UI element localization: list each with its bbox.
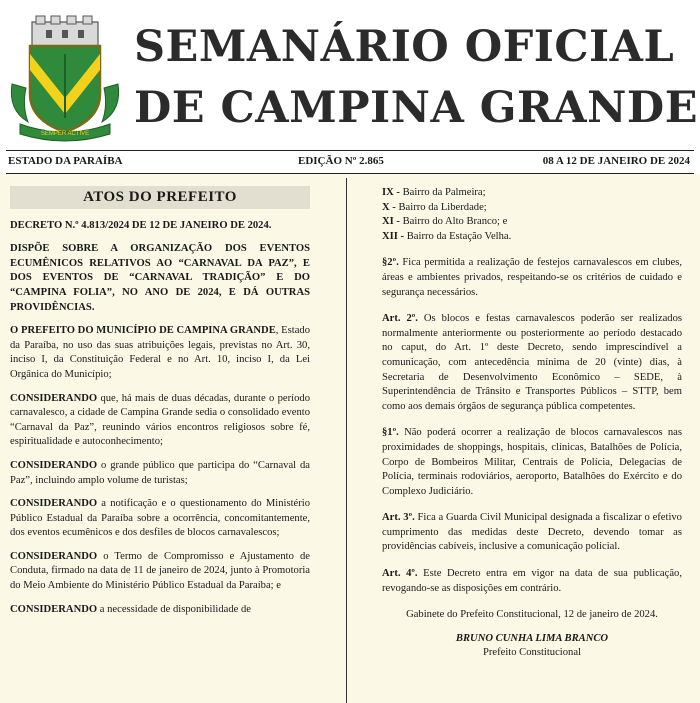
article-4: Art. 4º. Este Decreto entra em vigor na data de sua publicação, revogando-se as disposições em contrário.	[382, 568, 682, 594]
considerando-3: CONSIDERANDO a notificação e o questionamento do Ministério Público Estadual da Paraíba sobre a ocorrência, concomitantemente, dos eventos ecumênicos e dos desfiles de blocos carnavalescos;	[10, 498, 310, 539]
considerando-4: CONSIDERANDO o Termo de Compromisso e Ajustamento de Conduta, firmado na data de 11 de janeiro de 2024, junto à Promotoria do Meio Ambiente do Ministério Público Estadual da Paraíba; e	[10, 550, 310, 592]
section-title: ATOS DO PREFEITO	[10, 186, 310, 209]
paragraph-2: §2º. Fica permitida a realização de festejos carnavalescos em clubes, áreas e ambientes privados, respeitando-se os critérios de cuidado e segurança necessários.	[382, 257, 682, 298]
considerando-2: CONSIDERANDO o grande público que participa do “Carnaval da Paz”, incluindo amplo volume de turistas;	[10, 459, 310, 486]
considerando-5: CONSIDERANDO a necessidade de disponibilidade de	[10, 603, 251, 615]
paragraph-1: §1º. Não poderá ocorrer a realização de blocos carnavalescos nas proximidades de shoppings, hospitais, clínicas, Batalhões de Polícia, Corpo de Bombeiros Militar, Centrais de Polícia, Delegacias de Polícia, terminais rodoviários, aeroporto, Batalhões do Exército e do Complexo Judiciário.	[382, 427, 682, 497]
edition-number: EDIÇÃO Nº 2.865	[298, 155, 384, 167]
column-divider	[346, 178, 347, 703]
considerando-1: CONSIDERANDO que, há mais de duas décadas, durante o período carnavalesco, a cidade de Campina Grande sedia o consolidado evento “Carnaval da Paz”, reunindo vários encontros religiosos sobre fé, espiritualidade e autoconhecimento;	[10, 392, 310, 448]
state-label: ESTADO DA PARAÍBA	[8, 155, 123, 167]
signer-name: BRUNO CUNHA LIMA BRANCO	[455, 632, 609, 644]
list-item: IX - Bairro da Palmeira;	[382, 187, 486, 198]
edition-info-bar	[6, 150, 694, 174]
newspaper-title-line-2: DE CAMPINA GRANDE	[134, 83, 698, 133]
newspaper-title-line-1: SEMANÁRIO OFICIAL	[134, 22, 675, 72]
list-item: XII - Bairro da Estação Velha.	[382, 230, 512, 242]
edition-date: 08 A 12 DE JANEIRO DE 2024	[542, 155, 690, 167]
right-column	[382, 186, 682, 661]
article-2: Art. 2º. Os blocos e festas carnavalescos poderão ser realizados normalmente anteriormente ou posteriormente ao período destacado no caput, do Art. 1º deste Decreto, sendo imprescindível a comunicação, com antecedência mínima de 20 (vinte) dias, à Secretaria de Desenvolvimento Econômico – SEDE, à Superintendência de Trânsito e Transportes Públicos – STTP, bem como aos demais órgãos de segurança pública competentes.	[382, 313, 682, 412]
svg-text:SEMPER ACTIVE: SEMPER ACTIVE	[40, 131, 90, 137]
article-3: Art. 3º. Fica a Guarda Civil Municipal designada a fiscalizar o efetivo cumprimento das medidas deste Decreto, devendo tomar as providências cabíveis, inclusive a comunicação policial.	[382, 512, 682, 553]
list-item: XI - Bairro do Alto Branco; e	[382, 216, 508, 228]
preamble: O PREFEITO DO MUNICÍPIO DE CAMPINA GRANDE, Estado da Paraíba, no uso das suas atribuições legais, previstas no Art. 30, inciso I, da Constituição Federal e no Art. 10, inciso I, da Lei Orgânica do Município;	[10, 325, 310, 380]
city-coat-of-arms-icon	[6, 14, 124, 142]
decree-number: DECRETO N.º 4.813/2024 DE 12 DE JANEIRO DE 2024.	[10, 219, 272, 231]
closing-line: Gabinete do Prefeito Constitucional, 12 de janeiro de 2024.	[406, 609, 658, 621]
signer-role: Prefeito Constitucional	[483, 647, 581, 659]
decree-summary: DISPÕE SOBRE A ORGANIZAÇÃO DOS EVENTOS ECUMÊNICOS RELATIVOS AO “CARNAVAL DA PAZ”, E DOS EVENTOS DE “CARNAVAL TRADIÇÃO” E DO “CAMPINA FOLIA”, NO ANO DE 2024, E DÁ OUTRAS PROVIDÊNCIAS.	[10, 243, 310, 313]
list-item: X - Bairro da Liberdade;	[382, 201, 487, 213]
masthead	[0, 0, 700, 150]
left-column	[10, 176, 310, 626]
